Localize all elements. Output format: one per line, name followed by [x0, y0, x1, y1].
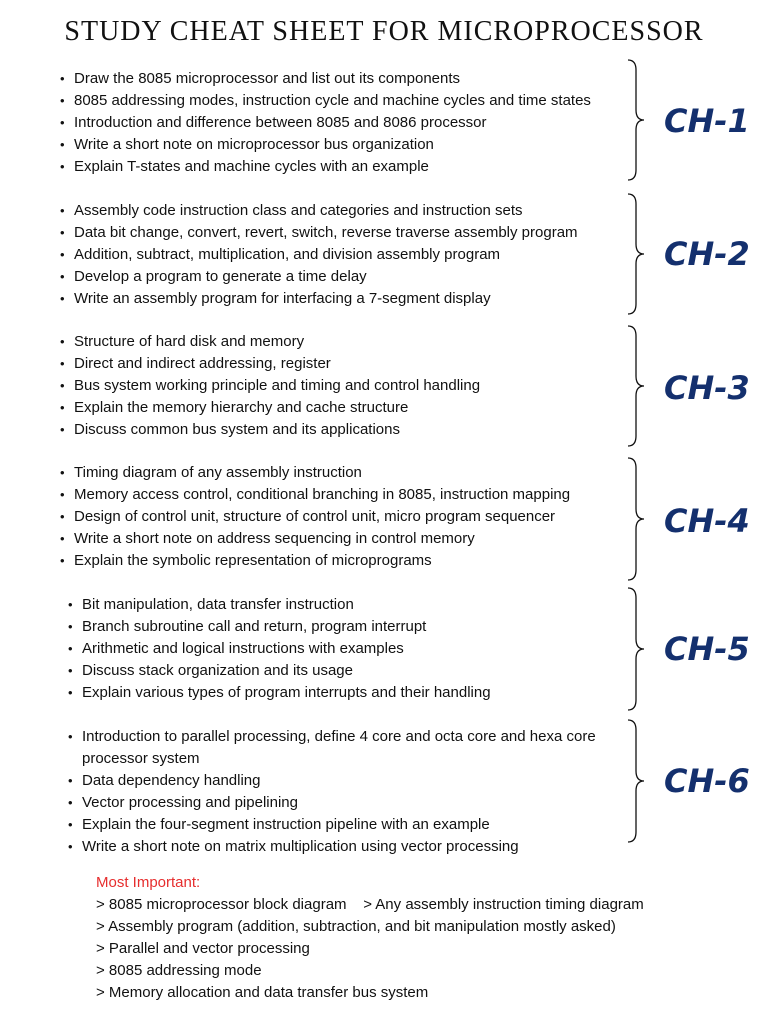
list-item: • Write a short note on microprocessor bus organization — [60, 134, 620, 156]
list-item: • Branch subroutine call and return, program interrupt — [68, 616, 620, 638]
most-important-line: > Assembly program (addition, subtraction, and bit manipulation mostly asked) — [96, 918, 616, 935]
list-item: • Write a short note on address sequencing in control memory — [60, 528, 620, 550]
chapter-label-1: CH-1 — [664, 102, 750, 140]
brace-icon — [626, 324, 648, 448]
chapter-label-2: CH-2 — [664, 235, 750, 273]
list-item: • Introduction and difference between 8085 and 8086 processor — [60, 112, 620, 134]
list-item: • Explain T-states and machine cycles with an example — [60, 156, 620, 178]
list-item: • Write an assembly program for interfacing a 7-segment display — [60, 288, 620, 310]
list-item: • Explain various types of program interrupts and their handling — [68, 682, 620, 704]
most-important-section — [96, 872, 644, 1004]
list-item: • Structure of hard disk and memory — [60, 331, 620, 353]
chapter-label-5: CH-5 — [664, 630, 750, 668]
list-item: • Discuss stack organization and its usage — [68, 660, 620, 682]
list-item: • Introduction to parallel processing, define 4 core and octa core and hexa core processor system — [68, 726, 620, 770]
brace-icon — [626, 586, 648, 712]
list-item: • Develop a program to generate a time delay — [60, 266, 620, 288]
most-important-line: > 8085 microprocessor block diagram > Any assembly instruction timing diagram — [96, 896, 644, 913]
brace-icon — [626, 192, 648, 316]
list-item: • Memory access control, conditional branching in 8085, instruction mapping — [60, 484, 620, 506]
chapter-4-list — [60, 462, 620, 572]
list-item: • Timing diagram of any assembly instruction — [60, 462, 620, 484]
chapter-2-list — [60, 200, 620, 310]
most-important-heading: Most Important: — [96, 874, 201, 891]
chapter-6-list — [68, 726, 620, 858]
list-item: • Data dependency handling — [68, 770, 620, 792]
brace-icon — [626, 58, 648, 182]
list-item: • Explain the memory hierarchy and cache structure — [60, 397, 620, 419]
most-important-line: > Memory allocation and data transfer bus system — [96, 984, 429, 1001]
list-item: • Write a short note on matrix multiplication using vector processing — [68, 836, 620, 858]
list-item: • Design of control unit, structure of control unit, micro program sequencer — [60, 506, 620, 528]
list-item: • Data bit change, convert, revert, switch, reverse traverse assembly program — [60, 222, 620, 244]
list-item: • Discuss common bus system and its applications — [60, 419, 620, 441]
list-item: • Direct and indirect addressing, register — [60, 353, 620, 375]
list-item: • Assembly code instruction class and categories and instruction sets — [60, 200, 620, 222]
page-title: STUDY CHEAT SHEET FOR MICROPROCESSOR — [64, 16, 704, 47]
most-important-line: > 8085 addressing mode — [96, 962, 262, 979]
chapter-5-list — [68, 594, 620, 704]
brace-icon — [626, 718, 648, 844]
list-item: • Explain the four-segment instruction pipeline with an example — [68, 814, 620, 836]
chapter-3-list — [60, 331, 620, 441]
list-item: • Draw the 8085 microprocessor and list out its components — [60, 68, 620, 90]
list-item: • 8085 addressing modes, instruction cycle and machine cycles and time states — [60, 90, 620, 112]
chapter-label-4: CH-4 — [664, 502, 750, 540]
list-item: • Arithmetic and logical instructions with examples — [68, 638, 620, 660]
chapter-label-3: CH-3 — [664, 369, 750, 407]
list-item: • Bit manipulation, data transfer instruction — [68, 594, 620, 616]
chapter-label-6: CH-6 — [664, 762, 750, 800]
list-item: • Explain the symbolic representation of microprograms — [60, 550, 620, 572]
most-important-line: > Parallel and vector processing — [96, 940, 310, 957]
list-item: • Vector processing and pipelining — [68, 792, 620, 814]
chapter-1-list — [60, 68, 620, 178]
brace-icon — [626, 456, 648, 582]
list-item: • Bus system working principle and timing and control handling — [60, 375, 620, 397]
list-item: • Addition, subtract, multiplication, and division assembly program — [60, 244, 620, 266]
